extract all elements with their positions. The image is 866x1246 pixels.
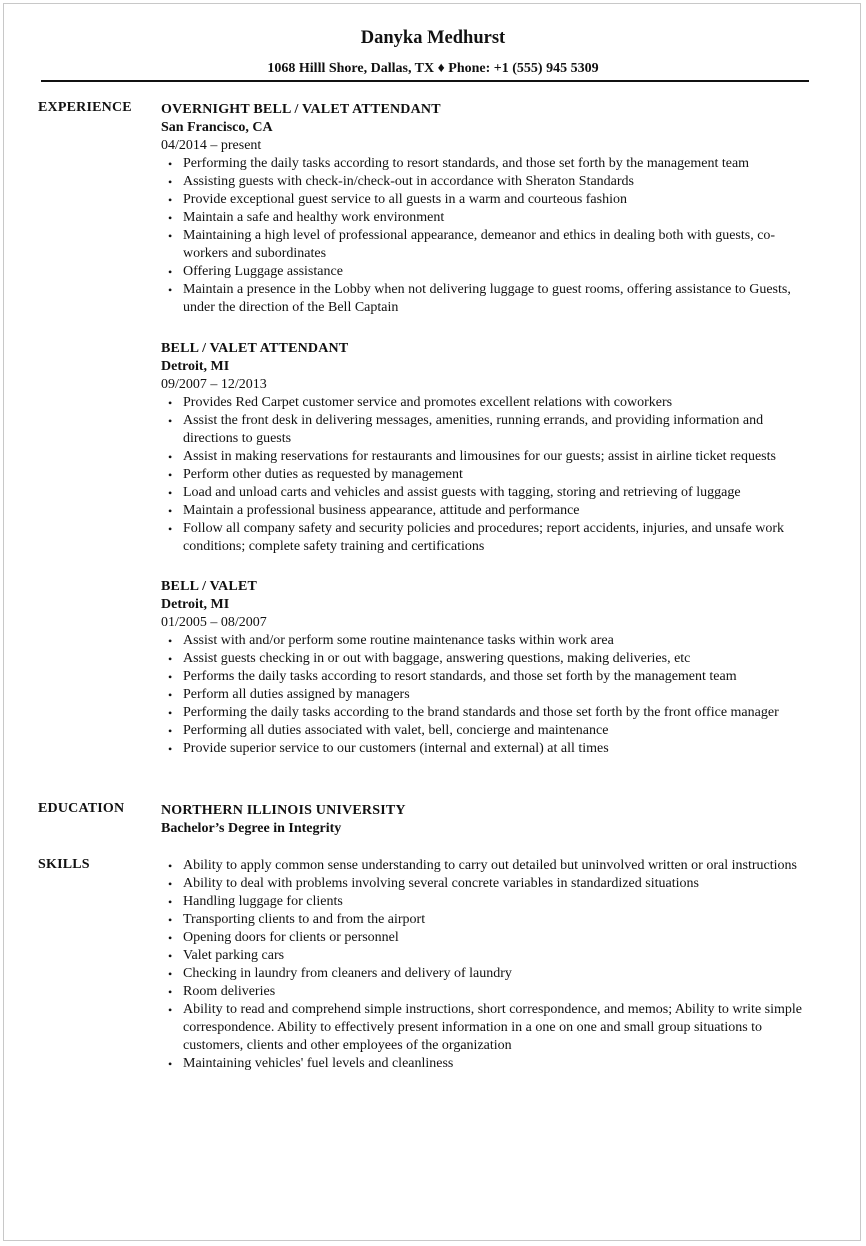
skills-heading: SKILLS (38, 857, 90, 872)
list-item: • Performing all duties associated with valet, bell, concierge and maintenance (161, 722, 811, 740)
list-item: • Assist the front desk in delivering messages, amenities, running errands, and providing information and directions to guests (161, 412, 811, 448)
list-item: • Assist guests checking in or out with baggage, answering questions, making deliveries, etc (161, 650, 811, 668)
list-item: • Assist with and/or perform some routine maintenance tasks within work area (161, 632, 811, 650)
job-entry (161, 578, 811, 758)
job-dates: 04/2014 – present (161, 138, 262, 153)
list-item: • Room deliveries (161, 983, 811, 1001)
list-item: • Ability to deal with problems involving several concrete variables in standardized situations (161, 875, 811, 893)
job-duties-list (161, 155, 811, 317)
list-item: • Follow all company safety and security policies and procedures; report accidents, injuries, and unsafe work conditions; complete safety training and certifications (161, 520, 811, 556)
list-item: • Assisting guests with check-in/check-out in accordance with Sheraton Standards (161, 173, 811, 191)
job-dates: 01/2005 – 08/2007 (161, 615, 267, 630)
job-location: San Francisco, CA (161, 120, 273, 135)
list-item: • Maintain a safe and healthy work environment (161, 209, 811, 227)
skills-list (161, 857, 811, 1073)
experience-heading: EXPERIENCE (38, 100, 132, 115)
list-item: • Opening doors for clients or personnel (161, 929, 811, 947)
list-item: • Ability to apply common sense understanding to carry out detailed but uninvolved written or oral instructions (161, 857, 811, 875)
job-duties-list (161, 632, 811, 758)
job-location: Detroit, MI (161, 359, 230, 374)
list-item: • Maintaining a high level of professional appearance, demeanor and ethics in dealing both with guests, co-workers and subordinates (161, 227, 811, 263)
list-item: • Maintain a presence in the Lobby when not delivering luggage to guest rooms, offering assistance to Guests, under the direction of the Bell Captain (161, 281, 811, 317)
list-item: • Performing the daily tasks according to resort standards, and those set forth by the management team (161, 155, 811, 173)
candidate-name: Danyka Medhurst (360, 28, 506, 48)
skills-entry (161, 857, 811, 1073)
list-item: • Offering Luggage assistance (161, 263, 811, 281)
degree: Bachelor’s Degree in Integrity (161, 821, 342, 836)
list-item: • Transporting clients to and from the airport (161, 911, 811, 929)
job-location: Detroit, MI (161, 597, 230, 612)
list-item: • Performing the daily tasks according to the brand standards and those set forth by the front office manager (161, 704, 811, 722)
job-title: OVERNIGHT BELL / VALET ATTENDANT (161, 102, 441, 117)
list-item: • Perform other duties as requested by management (161, 466, 811, 484)
job-title: BELL / VALET (161, 579, 258, 594)
school-name: NORTHERN ILLINOIS UNIVERSITY (161, 803, 406, 818)
list-item: • Perform all duties assigned by managers (161, 686, 811, 704)
list-item: • Provide exceptional guest service to all guests in a warm and courteous fashion (161, 191, 811, 209)
list-item: • Assist in making reservations for restaurants and limousines for our guests; assist in airline ticket requests (161, 448, 811, 466)
list-item: • Maintain a professional business appearance, attitude and performance (161, 502, 811, 520)
job-title: BELL / VALET ATTENDANT (161, 341, 349, 356)
header-divider (41, 80, 809, 82)
list-item: • Provides Red Carpet customer service and promotes excellent relations with coworkers (161, 394, 811, 412)
list-item: • Load and unload carts and vehicles and assist guests with tagging, storing and retrieving of luggage (161, 484, 811, 502)
job-dates: 09/2007 – 12/2013 (161, 377, 267, 392)
job-entry (161, 101, 811, 317)
list-item: • Provide superior service to our customers (internal and external) at all times (161, 740, 811, 758)
list-item: • Maintaining vehicles' fuel levels and cleanliness (161, 1055, 811, 1073)
contact-line: 1068 Hilll Shore, Dallas, TX ♦ Phone: +1 (555) 945 5309 (267, 61, 599, 76)
list-item: • Checking in laundry from cleaners and delivery of laundry (161, 965, 811, 983)
job-entry (161, 340, 811, 556)
education-heading: EDUCATION (38, 801, 125, 816)
list-item: • Performs the daily tasks according to resort standards, and those set forth by the management team (161, 668, 811, 686)
list-item: • Valet parking cars (161, 947, 811, 965)
list-item: • Handling luggage for clients (161, 893, 811, 911)
education-entry (161, 802, 811, 838)
list-item: • Ability to read and comprehend simple instructions, short correspondence, and memos; Ability to write simple correspondence. Ability to effectively present information in a one on one and small group situations to customers, clients and other employees of the organization (161, 1001, 811, 1055)
job-duties-list (161, 394, 811, 556)
